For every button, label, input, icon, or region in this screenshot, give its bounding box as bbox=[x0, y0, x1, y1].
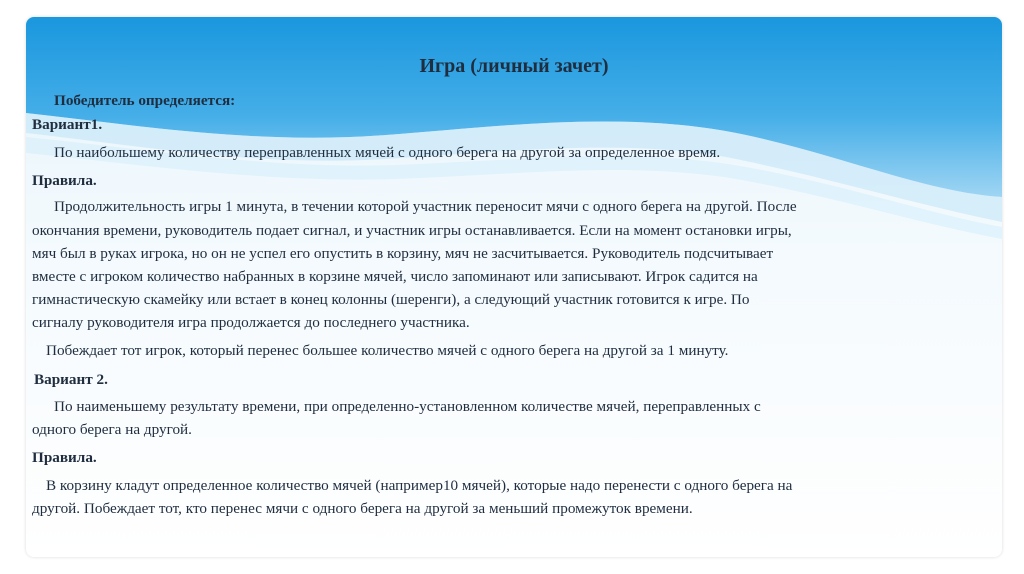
body-line: Вариант1. bbox=[32, 116, 103, 133]
body-line: В корзину кладут определенное количество мячей (например10 мячей), которые надо перенести с одного берега на bbox=[46, 477, 793, 494]
body-line: одного берега на другой. bbox=[32, 421, 192, 438]
slide-title: Игра (личный зачет) bbox=[419, 55, 609, 77]
body-line: По наименьшему результату времени, при определенно-установленном количестве мячей, переправленных с bbox=[54, 398, 761, 415]
body-line: гимнастическую скамейку или встает в конец колонны (шеренги), а следующий участник готовится к игре. По bbox=[32, 291, 750, 308]
body-line: мяч был в руках игрока, но он не успел его опустить в корзину, мяч не засчитывается. Руководитель подсчитывает bbox=[32, 245, 774, 262]
body-line: Победитель определяется: bbox=[54, 92, 236, 109]
body-line: Побеждает тот игрок, который перенес большее количество мячей с одного берега на другой за 1 минуту. bbox=[46, 342, 729, 359]
body-line: Правила. bbox=[32, 449, 97, 466]
body-line: окончания времени, руководитель подает сигнал, и участник игры останавливается. Если на момент остановки игры, bbox=[32, 222, 792, 239]
body-line: Правила. bbox=[32, 172, 97, 189]
body-line: Продолжительность игры 1 минута, в течении которой участник переносит мячи с одного берега на другой. После bbox=[54, 198, 797, 215]
body-line: вместе с игроком количество набранных в корзине мячей, число запоминают или записывают. Игрок садится на bbox=[32, 268, 758, 285]
body-line: сигналу руководителя игра продолжается до последнего участника. bbox=[32, 314, 470, 331]
slide bbox=[26, 17, 1002, 557]
body-line: Вариант 2. bbox=[34, 371, 108, 388]
body-line: По наибольшему количеству переправленных мячей с одного берега на другой за определенное время. bbox=[54, 144, 721, 161]
body-line: другой. Побеждает тот, кто перенес мячи с одного берега на другой за меньший промежуток времени. bbox=[32, 500, 693, 517]
